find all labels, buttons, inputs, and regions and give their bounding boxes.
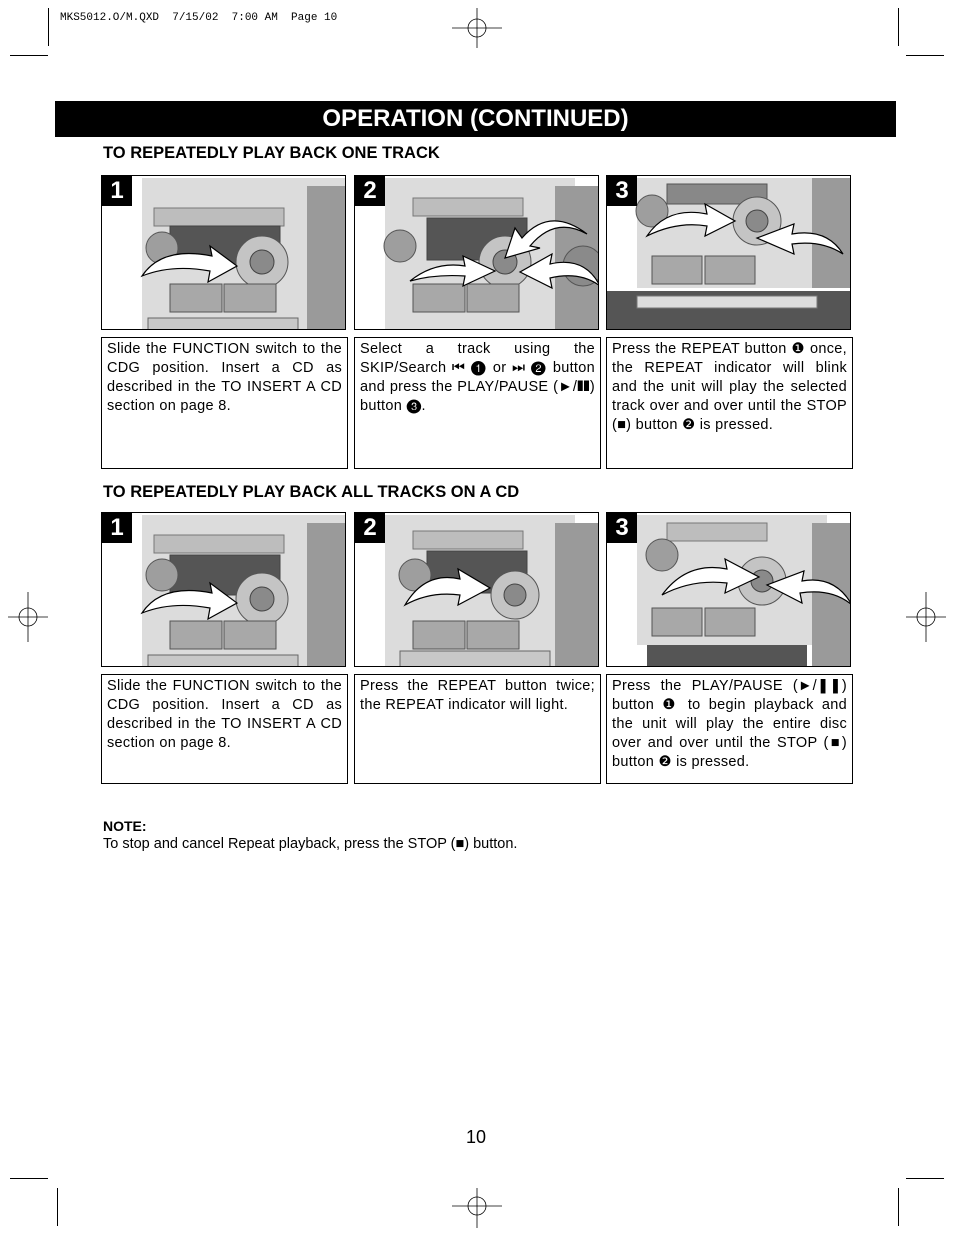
- stereo-illustration: [355, 513, 599, 667]
- stereo-illustration: [102, 176, 346, 330]
- step-number: 3: [607, 513, 637, 543]
- registration-mark: [452, 8, 502, 48]
- note-label: NOTE:: [103, 818, 147, 834]
- section-heading-one-track: TO REPEATEDLY PLAY BACK ONE TRACK: [103, 144, 440, 162]
- illustration-step-3: [606, 512, 851, 667]
- registration-mark: [8, 592, 48, 642]
- step-description: Press the REPEAT button twice; the REPEAT indicator will light.: [354, 674, 601, 784]
- crop-mark: [10, 55, 48, 56]
- illustration-step-2: [354, 512, 599, 667]
- illustration-step-1: [101, 175, 346, 330]
- step-number: 1: [102, 176, 132, 206]
- print-slug: MKS5012.O/M.QXD 7/15/02 7:00 AM Page 10: [60, 12, 338, 24]
- step-description: Slide the FUNCTION switch to the CDG position. Insert a CD as described in the TO INSERT A CD section on page 8.: [101, 674, 348, 784]
- crop-mark: [48, 8, 49, 46]
- step-description: Press the REPEAT button ❶ once, the REPEAT indicator will blink and the unit will play the selected track over and over until the STOP (■) button ❷ is pressed.: [606, 337, 853, 469]
- crop-mark: [10, 1178, 48, 1179]
- stereo-illustration: [607, 176, 851, 330]
- step-number: 2: [355, 513, 385, 543]
- registration-mark: [452, 1188, 502, 1228]
- step-number: 3: [607, 176, 637, 206]
- stereo-illustration: [607, 513, 851, 667]
- step-description: Select a track using the SKIP/Search ⏮ ❶ or ⏭ ❷ button and press the PLAY/PAUSE (►/❚❚) button ❸.: [354, 337, 601, 469]
- registration-mark: [906, 592, 946, 642]
- crop-mark: [57, 1188, 58, 1226]
- step-number: 2: [355, 176, 385, 206]
- stereo-illustration: [355, 176, 599, 330]
- crop-mark: [898, 1188, 899, 1226]
- crop-mark: [906, 55, 944, 56]
- stereo-illustration: [102, 513, 346, 667]
- illustration-step-2: [354, 175, 599, 330]
- step-description: Slide the FUNCTION switch to the CDG position. Insert a CD as described in the TO INSERT A CD section on page 8.: [101, 337, 348, 469]
- crop-mark: [898, 8, 899, 46]
- step-description: Press the PLAY/PAUSE (►/❚❚) button ❶ to begin playback and the unit will play the entire disc over and over until the STOP (■) button ❷ is pressed.: [606, 674, 853, 784]
- crop-mark: [906, 1178, 944, 1179]
- note-text: To stop and cancel Repeat playback, press the STOP (■) button.: [103, 836, 518, 852]
- illustration-step-3: [606, 175, 851, 330]
- step-number: 1: [102, 513, 132, 543]
- section-heading-all-tracks: TO REPEATEDLY PLAY BACK ALL TRACKS ON A CD: [103, 483, 520, 501]
- illustration-step-1: [101, 512, 346, 667]
- page-title: OPERATION (CONTINUED): [55, 101, 896, 137]
- page-number: 10: [466, 1127, 487, 1147]
